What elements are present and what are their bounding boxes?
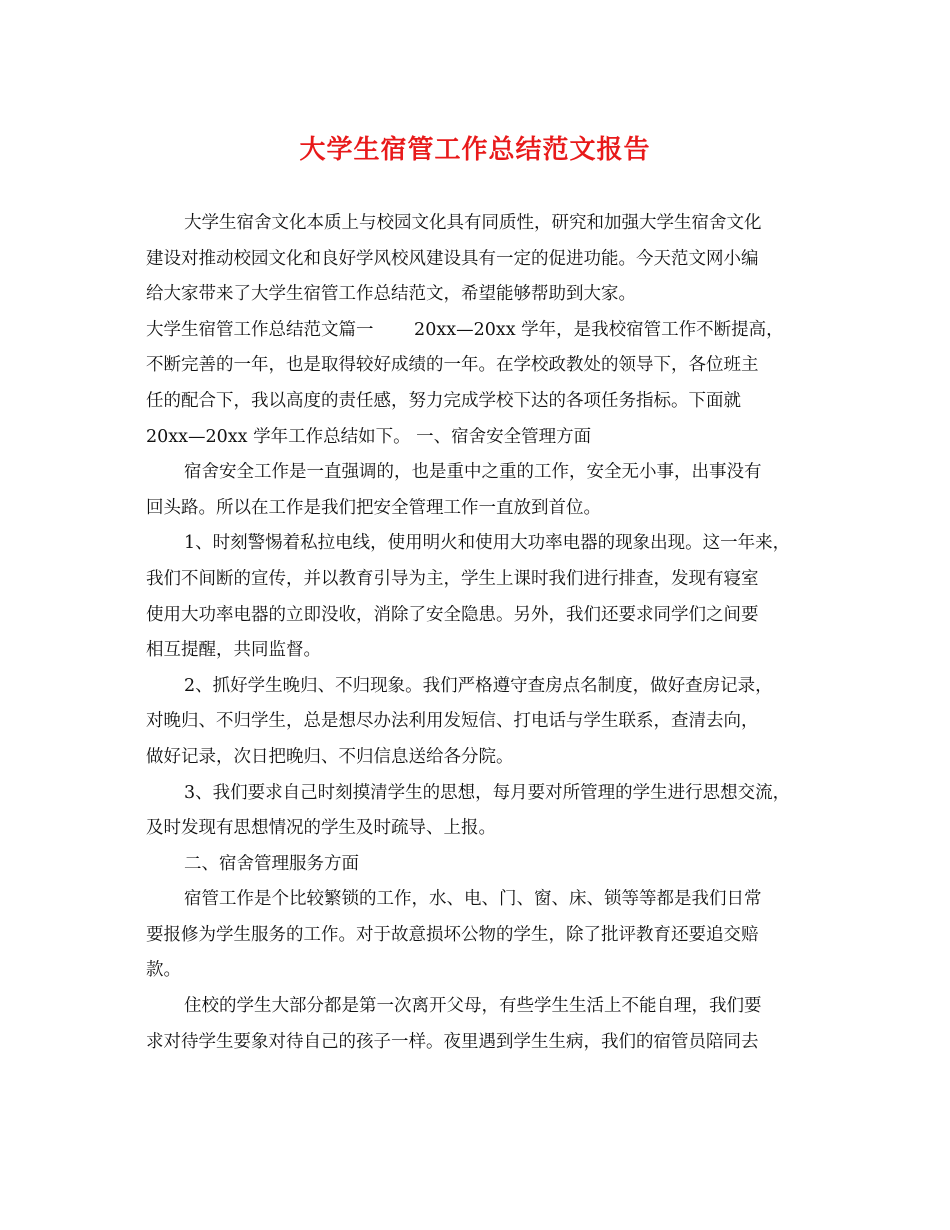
body-line: 任的配合下，我以高度的责任感，努力完成学校下达的各项任务指标。下面就 [146,390,741,411]
body-line: 宿管工作是个比较繁锁的工作，水、电、门、窗、床、锁等等都是我们日常 [184,889,762,910]
body-line: 我们不间断的宣传，并以教育引导为主，学生上课时我们进行排查，发现有寝室 [146,568,759,589]
body-line: 相互提醒，共同监督。 [146,640,321,661]
body-line: 不断完善的一年，也是取得较好成绩的一年。在学校政教处的领导下，各位班主 [146,355,759,376]
body-line: 住校的学生大部分都是第一次离开父母，有些学生生活上不能自理，我们要 [184,996,762,1017]
body-line: 款。 [146,960,181,981]
body-line: 1、时刻警惕着私拉电线，使用明火和使用大功率电器的现象出现。这一年来， [184,533,791,554]
body-line: 使用大功率电器的立即没收，消除了安全隐患。另外，我们还要求同学们之间要 [146,604,759,625]
body-line: 要报修为学生服务的工作。对于故意损坏公物的学生，除了批评教育还要追交赔 [146,924,759,945]
body-line: 回头路。所以在工作是我们把安全管理工作一直放到首位。 [146,497,601,518]
body-line: 建设对推动校园文化和良好学风校风建设具有一定的促进功能。今天范文网小编 [146,248,759,269]
body-line: 3、我们要求自己时刻摸清学生的思想，每月要对所管理的学生进行思想交流， [184,782,791,803]
body-line: 及时发现有思想情况的学生及时疏导、上报。 [146,818,496,839]
body-line: 大学生宿舍文化本质上与校园文化具有同质性，研究和加强大学生宿舍文化 [184,213,762,233]
body-line: 求对待学生要象对待自己的孩子一样。夜里遇到学生生病，我们的宿管员陪同去 [146,1031,759,1052]
body-line: 对晚归、不归学生，总是想尽办法利用发短信、打电话与学生联系，查清去向， [146,711,759,732]
body-line: 做好记录，次日把晚归、不归信息送给各分院。 [146,746,514,767]
body-line: 二、宿舍管理服务方面 [184,853,359,874]
body-line: 宿舍安全工作是一直强调的，也是重中之重的工作，安全无小事，出事没有 [184,462,762,483]
document-title: 大学生宿管工作总结范文报告 [299,135,651,165]
document-body [146,206,806,1060]
body-line: 大学生宿管工作总结范文篇一 20xx—20xx 学年，是我校宿管工作不断提高， [146,319,784,340]
body-line: 2、抓好学生晚归、不归现象。我们严格遵守查房点名制度，做好查房记录， [184,675,773,696]
body-line: 给大家带来了大学生宿管工作总结范文，希望能够帮助到大家。 [146,284,636,305]
body-line: 20xx—20xx 学年工作总结如下。 一、宿舍安全管理方面 [146,426,592,447]
